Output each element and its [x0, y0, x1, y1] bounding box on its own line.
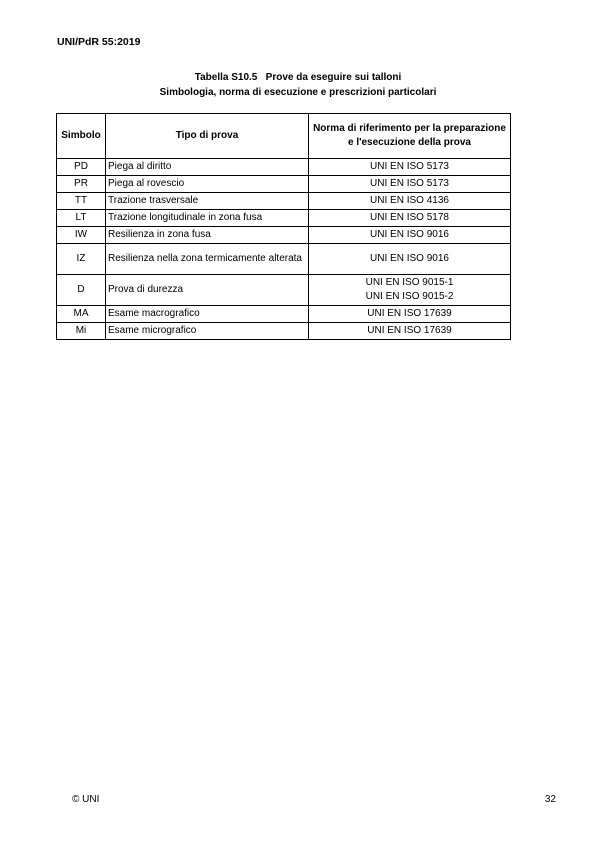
document-code: UNI/PdR 55:2019: [57, 36, 141, 48]
row-norm: UNI EN ISO 9016: [309, 227, 511, 244]
row-norm: UNI EN ISO 5173: [309, 159, 511, 176]
row-norm: UNI EN ISO 9015-1: [365, 277, 454, 288]
row-test-type: Trazione longitudinale in zona fusa: [106, 210, 309, 227]
row-symbol: Mi: [57, 323, 106, 340]
row-norm: UNI EN ISO 9016: [309, 244, 511, 275]
table-row: [57, 306, 511, 323]
table-row: [57, 159, 511, 176]
table-subtitle: Simbologia, norma di esecuzione e prescrizioni particolari: [159, 87, 437, 98]
row-test-type: Prova di durezza: [106, 275, 309, 306]
table-row: [57, 210, 511, 227]
row-norm: UNI EN ISO 17639: [309, 323, 511, 340]
table-row: [57, 275, 511, 306]
row-symbol: PD: [57, 159, 106, 176]
row-symbol: MA: [57, 306, 106, 323]
table-row: [57, 227, 511, 244]
row-test-type: Trazione trasversale: [106, 193, 309, 210]
row-symbol: D: [57, 275, 106, 306]
tests-table: [56, 113, 511, 340]
row-norm: UNI EN ISO 5178: [309, 210, 511, 227]
table-row: [57, 193, 511, 210]
copyright-notice: © UNI: [72, 794, 100, 805]
table-header-row: [57, 114, 511, 159]
row-symbol: LT: [57, 210, 106, 227]
table-row: [57, 244, 511, 275]
page-number: 32: [544, 794, 556, 805]
row-test-type: Piega al rovescio: [106, 176, 309, 193]
row-norm: UNI EN ISO 5173: [309, 176, 511, 193]
row-symbol: IW: [57, 227, 106, 244]
row-symbol: TT: [57, 193, 106, 210]
table-row: [57, 323, 511, 340]
header-symbol: Simbolo: [57, 114, 106, 159]
row-test-type: Piega al diritto: [106, 159, 309, 176]
row-norm-secondary: UNI EN ISO 9015-2: [365, 291, 454, 302]
row-norm-group: [309, 275, 511, 306]
header-reference-norm: Norma di riferimento per la preparazione e l'esecuzione della prova: [309, 114, 511, 159]
table-row: [57, 176, 511, 193]
row-norm: UNI EN ISO 17639: [309, 306, 511, 323]
row-norm: UNI EN ISO 4136: [309, 193, 511, 210]
row-test-type: Resilienza nella zona termicamente alterata: [106, 244, 309, 275]
header-test-type: Tipo di prova: [106, 114, 309, 159]
row-test-type: Esame macrografico: [106, 306, 309, 323]
row-symbol: IZ: [57, 244, 106, 275]
row-symbol: PR: [57, 176, 106, 193]
table-title: Tabella S10.5 Prove da eseguire sui talloni: [194, 72, 402, 83]
row-test-type: Resilienza in zona fusa: [106, 227, 309, 244]
row-test-type: Esame micrografico: [106, 323, 309, 340]
